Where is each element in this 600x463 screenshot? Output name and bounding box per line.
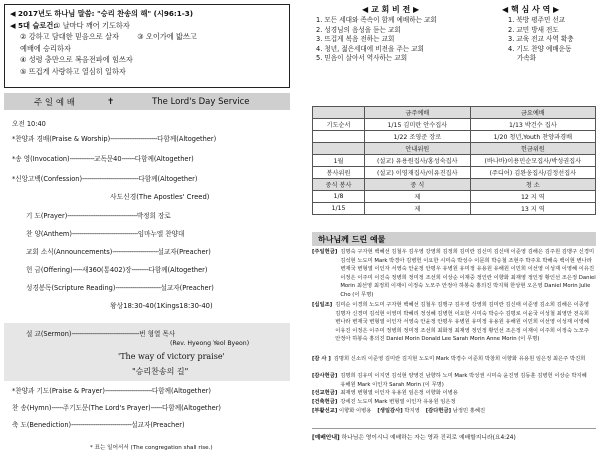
table-row: 안내위원 헌금위원 xyxy=(313,143,596,155)
slogan-2: ② 강하고 담대한 믿음으로 살자 xyxy=(20,32,119,41)
service-title-english: The Lord's Day Service xyxy=(152,96,250,107)
order-item: 축 도(Benediction)--------------------------------설교자(Preacher) xyxy=(12,421,185,429)
worship-guide-label: [예배안내] xyxy=(312,435,340,441)
table-row: 1/8 제 12 지 역 xyxy=(313,191,596,203)
creed-label: 사도신경(The Apostles' Creed) xyxy=(110,193,210,201)
sermon-title-english: 'The way of victory praise' xyxy=(118,352,225,361)
cross-icon: ✝ xyxy=(106,96,115,107)
order-item: 성경봉독(Scripture Reading)------------------------설교자(Preacher) xyxy=(26,284,214,292)
list-item: 4. 청년, 젊은세대에 비전을 주는 교회 xyxy=(316,44,425,53)
offerings-title-bar xyxy=(312,232,596,246)
order-item: 찬 양(Anthem)-----------------------------------임마누엘 찬양대 xyxy=(26,230,185,238)
footnote: * 표는 일어서서 (The congregation shall rise.) xyxy=(90,445,213,451)
list-item: 1. 북방 평주민 선교 xyxy=(508,16,566,24)
order-item: 기 도(Prayer)-------------------------------------박정희 장로 xyxy=(26,212,171,220)
order-item: 헌 금(Offering)-----새360(통402)장---------다함께(Altogether) xyxy=(26,266,208,274)
slogan-heading: ◀ 5대 슬로건: xyxy=(10,20,57,30)
core-list xyxy=(508,16,574,64)
slogan-3: ③ 오이가에 밟쓰고 xyxy=(137,32,197,41)
offering-category: [십일조] 김미순 이경희 노도미 구자현 백혜선 김철우 김맹구 김우영 강영희 김미란 김신태 이준영 김소희 김해은 이종영 김명자 신경미 김석현 이영미 박혜리 정성혜 김병헌 이요한 시미숙 박승수 김평로 이윤국 이성철 최영만 전옥희 변나라 변재국 변형열 이인자 서영숙 안윤정 안평우 유병원 유미정 유용원 유해원 이민희 이선영 이성재 이영혜 이유진 이정은 이주미 정병희 정미정 조선희 최화정 최재영 정인정 황인선 조은정 이재이 이주희 이정숙 노모주 안정아 하봉숙 홍의진 Daniel Morin Donald Lee Sarah Morin Anne Morin (이 무명) xyxy=(312,302,590,343)
order-item: *송 영(Invocation)-------------교독문40-------다함께(Altogether) xyxy=(12,155,194,163)
order-item: *신앙고백(Confession)------------------------------다함께(Altogether) xyxy=(12,175,198,183)
list-item: 2. 교민 방새 전도 xyxy=(508,25,559,34)
service-time: 오전 10:40 xyxy=(12,120,46,128)
list-item: 3. 뜨겁게 복음 전하는 교회 xyxy=(316,35,395,43)
offering-category: [감 사 ] 김명희 신소리 이준영 김미란 김지현 노도미 Mark 박경수 이준희 박창희 이향화 유용원 임은정 최은주 박진희 xyxy=(312,356,586,362)
list-item: 가속화 xyxy=(517,54,537,62)
offering-category: [선교헌금] 최재영 변형열 이인자 유용원 임은정 이향화 이병용 xyxy=(312,390,458,396)
offering-category: [건축헌금] 강세진 노도미 Mark 변형열 이인자 유용원 임은정 xyxy=(312,399,456,405)
offering-category: [주일헌금] 김명숙 구자현 백혜선 김철우 김우영 강영희 김정희 김미란 김신미 김신태 이준영 김해은 김주원 김맹구 신경미 김석현 노도미 Mark 박경아 김병헌 이요한 시미숙 박성수 이문희 박승철 조현주 박주호 박해숙 백이현 변나라 변재국 변형열 이인자 서영숙 안윤정 안평우 유병원 유미정 유용원 유해원 이민희 이선영 이성재 이영혜 이유진 이정은 이주미 이진숙 정병희 정미정 조선희 이상순 이재중 정인란 이향화 최재영 정인정 황인선 조은정 Daniel Morin 최선영 최정희 이재이 이정숙 노모주 안정아 하봉숙 홍의진 박지혁 한상현 오은영 Daniel Morin Julie Cho (이 무명) xyxy=(312,249,596,298)
table-row: 금주예배 금요예배 xyxy=(313,107,596,119)
slogan-1: ① 날마다 깨어 기도하자 xyxy=(54,20,130,30)
slogan-4: ④ 성령 충만으로 복음전파에 힘쓰자 xyxy=(20,55,133,64)
core-title: ◀ 핵 심 사 역 ▶ xyxy=(502,5,560,14)
list-item: 2. 성경님의 음성을 듣는 교회 xyxy=(316,25,401,34)
table-row: 1월 (설교) 유용원집사/홍성숙집사 (바나바)이용민순모집사/박성권집사 xyxy=(313,155,596,167)
offerings-title: 하나님께 드린 예물 xyxy=(318,235,386,244)
theme-heading: ◀ 2017년도 하나님 말씀: "승리 찬송의 해" (시96:1-3) xyxy=(10,9,194,18)
table-row: 1/22 조영준 장로 1/20 청년,Youth 찬양과경배 xyxy=(313,131,596,143)
table-row: 봉사위원 (설교) 이영재집사/이유진집사 (주디어) 김완웅집사/김정선집사 xyxy=(313,167,596,179)
service-title-bar xyxy=(4,93,290,110)
preacher-english: (Rev. Hyeong Yeol Byeon) xyxy=(170,340,250,347)
vision-list xyxy=(316,16,437,64)
duty-table xyxy=(312,106,596,215)
list-item: 5. 믿음이 살아서 역사하는 교회 xyxy=(316,54,408,62)
table-row: 기도순서 1/15 김미란 안수집사 1/13 박건수 집사 xyxy=(313,119,596,131)
order-item: *찬양과 기도(Praise & Prayer)-------------------------다함께(Altogether) xyxy=(12,387,211,395)
table-row: 중식 봉사 중 식 청 소 xyxy=(313,179,596,191)
table-row: 1/15 제 13 지 역 xyxy=(313,203,596,215)
order-item: *찬양과 경배(Praise & Worship)-------------------------다함께(Altogether) xyxy=(12,135,217,143)
list-item: 3. 교육 전교 사역 확충 xyxy=(508,35,574,43)
order-item: 교회 소식(Announcements)------------------------설교자(Preacher) xyxy=(26,248,211,256)
right-column xyxy=(302,0,600,463)
order-item-sermon: 설 교(Sermon)------------------------------------번 형열 목사 xyxy=(26,330,176,338)
left-column xyxy=(0,0,292,463)
slogan-5: ⑤ 뜨겁게 사랑하고 열심히 일하자 xyxy=(20,66,126,76)
order-item: 찬 송(Hymn)------주기도문(The Lord's Prayer)------다함께(Altogether) xyxy=(12,404,221,412)
sermon-title-korean: "승리찬송의 길" xyxy=(132,367,189,376)
offering-category: [감사헌금] 김명희 김유미 이지연 김석현 양영진 남향하 노미 Mark 박성권 시미숙 윤진영 김동훈 김병헌 이상순 박지혜 유해원 Mark 이인자 Sarah Morin (이 무명) xyxy=(312,373,587,388)
list-item: 1. 모든 세대와 족속이 함께 예배하는 교회 xyxy=(316,16,437,24)
offering-misc-row: [부활선교] 이향화 이병용 [생일감사] 박지영 [감다헌금] 남정민 홍혜진 xyxy=(312,408,486,414)
worship-guide xyxy=(312,428,596,441)
yearly-theme-box xyxy=(4,4,290,88)
scripture-ref: 왕상18:30-40(1Kings18:30-40) xyxy=(110,302,213,310)
slogan-3-cont: 예배에 승리하자 xyxy=(20,43,71,53)
worship-guide-verse: 하나님은 영이시니 예배하는 자는 영과 진리로 예배할지니라(요4:24) xyxy=(341,435,516,441)
vision-title: ◀ 교 회 비 전 ▶ xyxy=(362,5,420,14)
list-item: 4. 기도 찬양 예배운동 xyxy=(508,44,572,53)
offerings-list xyxy=(312,248,596,416)
service-title-korean: 주 일 예 배 xyxy=(34,97,75,108)
